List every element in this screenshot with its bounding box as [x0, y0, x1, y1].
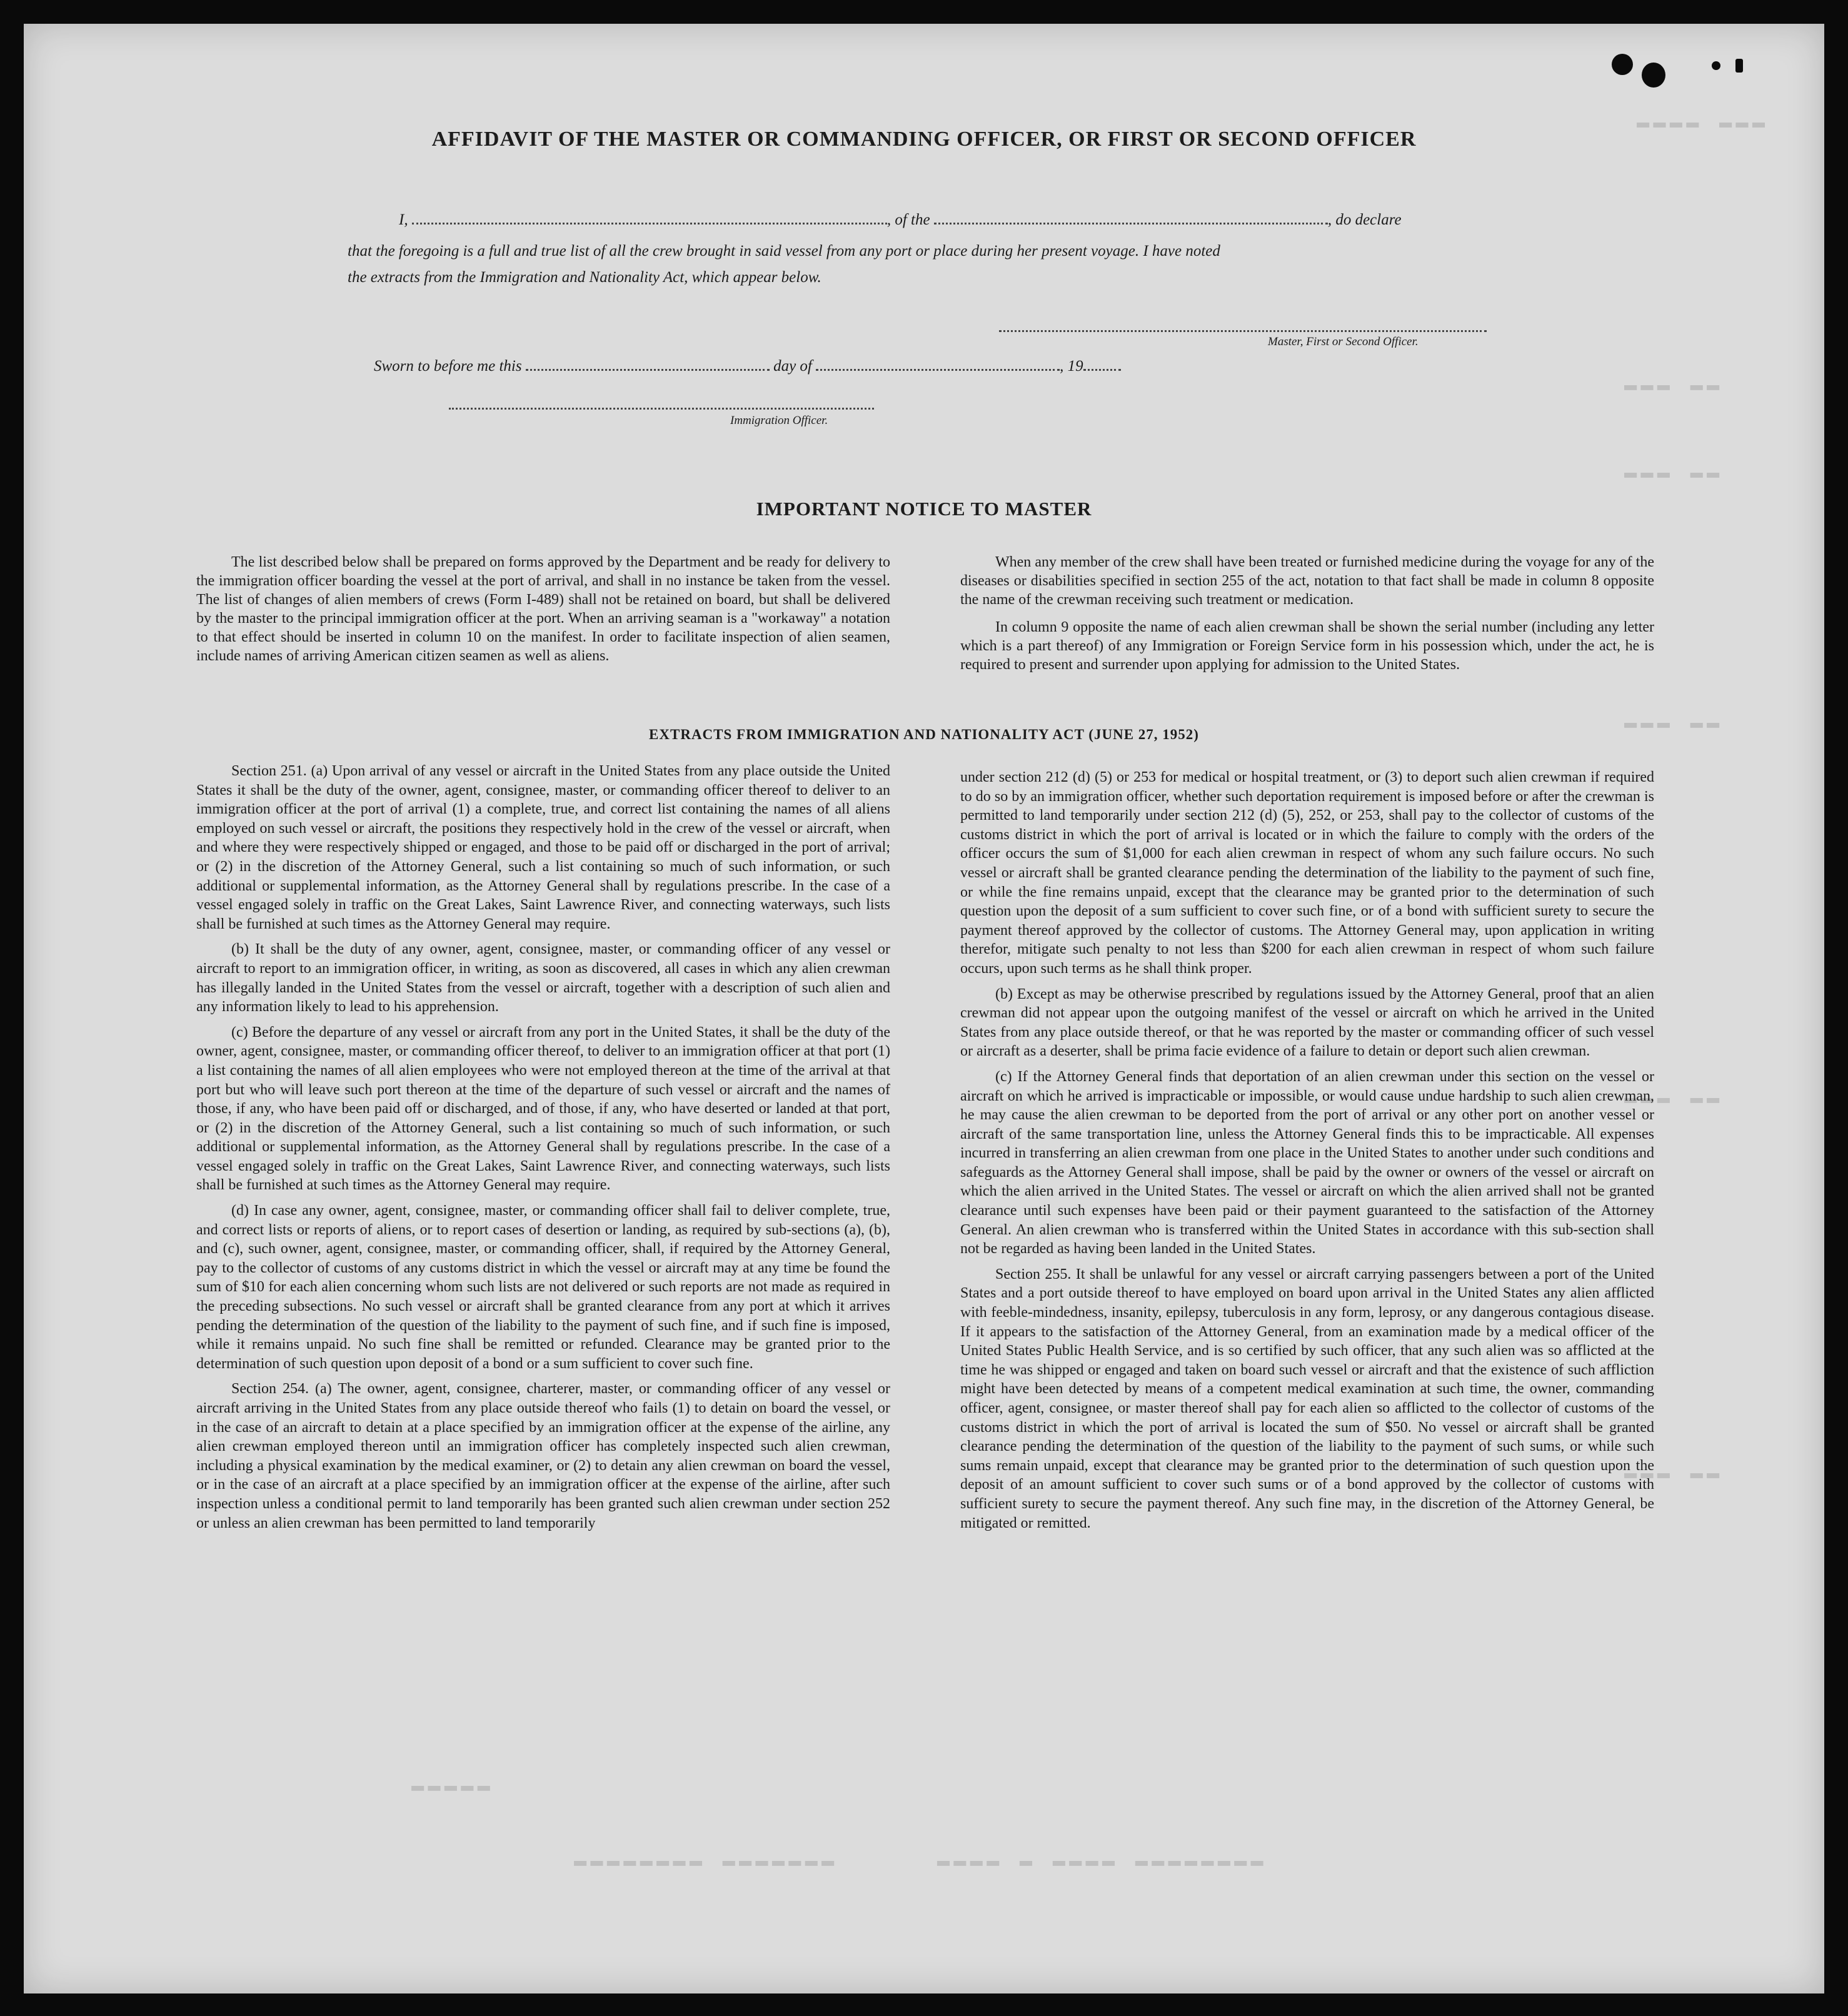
extracts-title: EXTRACTS FROM IMMIGRATION AND NATIONALITY ACT (JUNE 27, 1952) — [649, 727, 1199, 742]
notice-right-column — [960, 553, 1654, 683]
of-the-label: , of the — [886, 211, 930, 228]
section-251-b: (b) It shall be the duty of any owner, agent, consignee, master, or commanding officer of any vessel or aircraft to report to an immigration officer, in writing, as soon as discovered, all cases in which any alien crewman has illegally landed in the United States from the vessel or aircraft, together with a description of such alien and any information likely to lead to his apprehension. — [196, 941, 890, 1016]
notice-left-column — [196, 553, 890, 674]
ink-blot — [1612, 54, 1633, 75]
sworn-month-field[interactable] — [816, 366, 1060, 371]
section-254-c: (c) If the Attorney General finds that deportation of an alien crewman under this section on the vessel or aircraft on which he arrived is impracticable or impossible, or would cause undue hardship to such alien crewman, he may cause the alien crewman to be deported from the port of arrival or any other port on another vessel or aircraft of the same transportation line, unless the Attorney General finds this to be impracticable. All expenses incurred in transferring an alien crewman from one place in the United States to another under such conditions and safeguards as the Attorney General shall impose, shall be paid by the owner or owners of the vessel or aircraft on which the alien arrived in the United States. The vessel or aircraft on which the alien arrived shall not be granted clearance until such expenses have been paid or their payment guaranteed to the satisfaction of the Attorney General. An alien crewman who is transferred within the United States in accordance with this sub-section shall not be regarded as having been landed in the United States. — [960, 1068, 1654, 1257]
declaration-line-2: the extracts from the Immigration and Nationality Act, which appear below. — [348, 269, 821, 286]
bleed-through: ▬▬▬ ▬▬ — [1624, 1462, 1724, 1486]
affidavit-title: AFFIDAVIT OF THE MASTER OR COMMANDING OFFICER, OR FIRST OR SECOND OFFICER — [431, 128, 1417, 151]
sworn-year-field[interactable] — [1083, 366, 1121, 371]
section-251-a: Section 251. (a) Upon arrival of any vessel or aircraft in the United States from any place outside the United States it shall be the duty of the owner, agent, consignee, master, or commanding officer thereof to deliver to an immigration officer at the port of arrival (1) a complete, true, and correct list containing the names of all aliens employed on such vessel or aircraft, the positions they respectively hold in the crew of the vessel or aircraft, when and where they were respectively shipped or engaged, and those to be paid off or discharged in the port of arrival; or (2) in the discretion of the Attorney General, such a list containing so much of such information, or such additional or supplemental information, as the Attorney General shall by regulations prescribe. In the case of a vessel engaged solely in traffic on the Great Lakes, Saint Lawrence River, and connecting waterways, such lists shall be furnished at such times as the Attorney General may require. — [196, 763, 890, 932]
bleed-through: ▬▬▬ ▬▬ — [1624, 461, 1724, 485]
section-254-b: (b) Except as may be otherwise prescribed by regulations issued by the Attorney General, proof that an alien crewman did not appear upon the outgoing manifest of the vessel or aircraft on which he arrived in the United States from any place outside thereof, or that he was reported by the master or commanding officer of such vessel or aircraft as a deserter, shall be prima facie evidence of a failure to detain or deport such alien crewman. — [960, 985, 1654, 1060]
bleed-through: ▬▬▬ ▬▬ — [1624, 712, 1724, 735]
declarant-name-field[interactable] — [412, 220, 887, 224]
bleed-through: ▬▬▬▬▬ — [411, 1775, 495, 1798]
extracts-right-column — [960, 768, 1654, 1539]
sworn-day-field[interactable] — [526, 366, 770, 371]
year-prefix-label: , 19 — [1060, 358, 1083, 375]
notice-left-paragraph: The list described below shall be prepared on forms approved by the Department and be ready for delivery to the immigration officer boarding the vessel at the port of arrival, and shall in no instance be taken from the vessel. The list of changes of alien members of crews (Form I-489) shall not be retained on board, but shall be delivered by the master to the principal immigration officer at the port. When an arriving seaman is a "workaway" a notation to that effect should be inserted in column 10 on the manifest. In order to facilitate inspection of alien seamen, include names of arriving American citizen seamen as well as aliens. — [196, 554, 890, 664]
notice-right-paragraph-1: When any member of the crew shall have been treated or furnished medicine during the voyage for any of the diseases or disabilities specified in section 255 of the act, notation to that fact shall be made in column 8 opposite the name of the crewman receiving such treatment or medication. — [960, 554, 1654, 608]
section-251-c: (c) Before the departure of any vessel or aircraft from any port in the United States, it shall be the duty of the owner, agent, consignee, master, or commanding officer thereof, to deliver to an immigration officer at that port (1) a list containing the names of all alien employees who were not employed thereon at the time of the arrival at that port but who will leave such port thereon at the time of the departure of such vessel or aircraft and the names of those, if any, who have been paid off or discharged, and of those, if any, who have deserted or landed at that port, or (2) in the discretion of the Attorney General, such a list containing so much of such information, or such additional or supplemental information, as the Attorney General shall by regulations prescribe. In the case of a vessel engaged solely in traffic on the Great Lakes, Saint Lawrence River, and connecting waterways, such lists shall be furnished at such times as the Attorney General may require. — [196, 1024, 890, 1194]
declaration-line-1: that the foregoing is a full and true list of all the crew brought in said vessel from any port or place during her present voyage. I have noted — [348, 243, 1220, 260]
section-255: Section 255. It shall be unlawful for any vessel or aircraft carrying passengers between a port of the United States and a port outside thereof to have employed on board upon arrival in the United States any alien afflicted with feeble-mindedness, insanity, epilepsy, tuberculosis in any form, leprosy, or any dangerous contagious disease. If it appears to the satisfaction of the Attorney General, from an examination made by a medical officer of the United States Public Health Service, and is so certified by such officer, that any such alien was so afflicted at the time he was shipped or engaged and taken on board such vessel or aircraft and that the existence of such affliction might have been detected by means of a competent medical examination at such time, the owner, commanding officer, agent, consignee, or master thereof shall pay for each alien so afflicted to the collector of customs of the customs district in which the port of arrival is located the sum of $50. No vessel or aircraft shall be granted clearance pending the determination of the question of the liability to the payment of such sums, or while such sums remain unpaid, except that clearance may be granted prior to the determination of such question upon the deposit of an amount sufficient to cover such sums or of a bond approved by the collector of customs with sufficient surety to secure the payment thereof. Any such fine may, in the discretion of the Attorney General, be mitigated or remitted. — [960, 1266, 1654, 1531]
form-page — [24, 24, 1824, 1993]
master-signature-label: Master, First or Second Officer. — [1268, 335, 1419, 348]
immigration-officer-signature-field[interactable] — [449, 408, 874, 410]
bleed-through: ▬▬▬ ▬▬ — [1624, 374, 1724, 398]
bleed-through: ▬▬▬ ▬▬ — [1624, 1087, 1724, 1111]
bleed-through: ▬▬▬▬▬▬▬▬ ▬▬▬▬▬▬▬ ▬▬▬▬ ▬ ▬▬▬▬ ▬▬▬▬▬▬▬▬ — [574, 1850, 1267, 1873]
section-254-a-continued: under section 212 (d) (5) or 253 for medical or hospital treatment, or (3) to deport such alien crewman if required to do so by an immigration officer, whether such deportation requirement is imposed before or after the crewman is permitted to land temporarily under section 212 (d) (5), 252, or 253, shall pay to the collector of customs of the customs district in which the port of arrival is located or in which the failure to comply with the orders of the officer occurs the sum of $1,000 for each alien crewman in respect of whom any such failure occurs. No such vessel or aircraft shall be granted clearance pending the determination of the liability to the payment of such fine, or while the fine remains unpaid, except that the clearance may be granted prior to the determination of such question upon the deposit of a sum sufficient to cover such fine, or of a bond with sufficient surety to secure the payment thereof approved by the collector of customs. The Attorney General may, upon application in writing therefor, mitigate such penalty to not less than $200 for each alien crewman in respect of whom such failure occurs, upon such terms as he shall think proper. — [960, 769, 1654, 977]
notice-title: IMPORTANT NOTICE TO MASTER — [756, 498, 1092, 520]
extracts-left-column — [196, 762, 890, 1539]
ink-blot — [1712, 61, 1720, 70]
section-251-d: (d) In case any owner, agent, consignee, master, or commanding officer shall fail to deliver complete, true, and correct lists or reports of aliens, or to report cases of desertion or landing, as required by sub-sections (a), (b), and (c), such owner, agent, consignee, master, or commanding officer, shall, if required by the Attorney General, pay to the collector of customs of any customs district in which the vessel or aircraft may at any time be found the sum of $10 for each alien concerning whom such lists are not delivered or such reports are not made as required in the preceding subsections. No such vessel or aircraft shall be granted clearance from any port at which it arrives pending the determination of the question of the liability to the payment of such fine, and if such fine is imposed, while it remains unpaid. No such fine shall be remitted or refunded. Clearance may be granted prior to the determination of such question upon deposit of a bond or a sum sufficient to cover such fine. — [196, 1202, 890, 1372]
immigration-officer-label: Immigration Officer. — [730, 414, 828, 427]
bleed-through: ▬▬▬▬ ▬▬▬ — [1637, 111, 1769, 135]
ink-blot — [1642, 63, 1665, 88]
section-254-a: Section 254. (a) The owner, agent, consignee, charterer, master, or commanding officer of any vessel or aircraft arriving in the United States from any place outside thereof who fails (1) to detain on board the vessel, or in the case of an aircraft to detain at a place specified by an immigration officer at the expense of the airline, any alien crewman employed thereon until an immigration officer has completely inspected such alien crewman, including a physical examination by the medical examiner, or (2) to detain any alien crewman on board the vessel, or in the case of an aircraft at a place specified by an immigration officer at the expense of the airline, after such inspection unless a conditional permit to land temporarily has been granted such alien crewman under section 252 or unless an alien crewman has been permitted to land temporarily — [196, 1381, 890, 1531]
day-of-label: day of — [773, 358, 812, 375]
vessel-name-field[interactable] — [934, 220, 1328, 224]
declarant-line — [399, 211, 1487, 229]
master-signature-field[interactable] — [999, 330, 1487, 332]
ink-blot — [1735, 59, 1743, 73]
notice-right-paragraph-2: In column 9 opposite the name of each alien crewman shall be shown the serial number (including any letter which is a part thereof) of any Immigration or Foreign Service form in his possession which, under the act, he is required to present and surrender upon applying for admission to the United States. — [960, 619, 1654, 673]
do-declare-label: , do declare — [1327, 211, 1402, 228]
sworn-label: Sworn to before me this — [374, 358, 522, 375]
sworn-line — [374, 358, 1249, 375]
i-label: I, — [399, 211, 408, 228]
